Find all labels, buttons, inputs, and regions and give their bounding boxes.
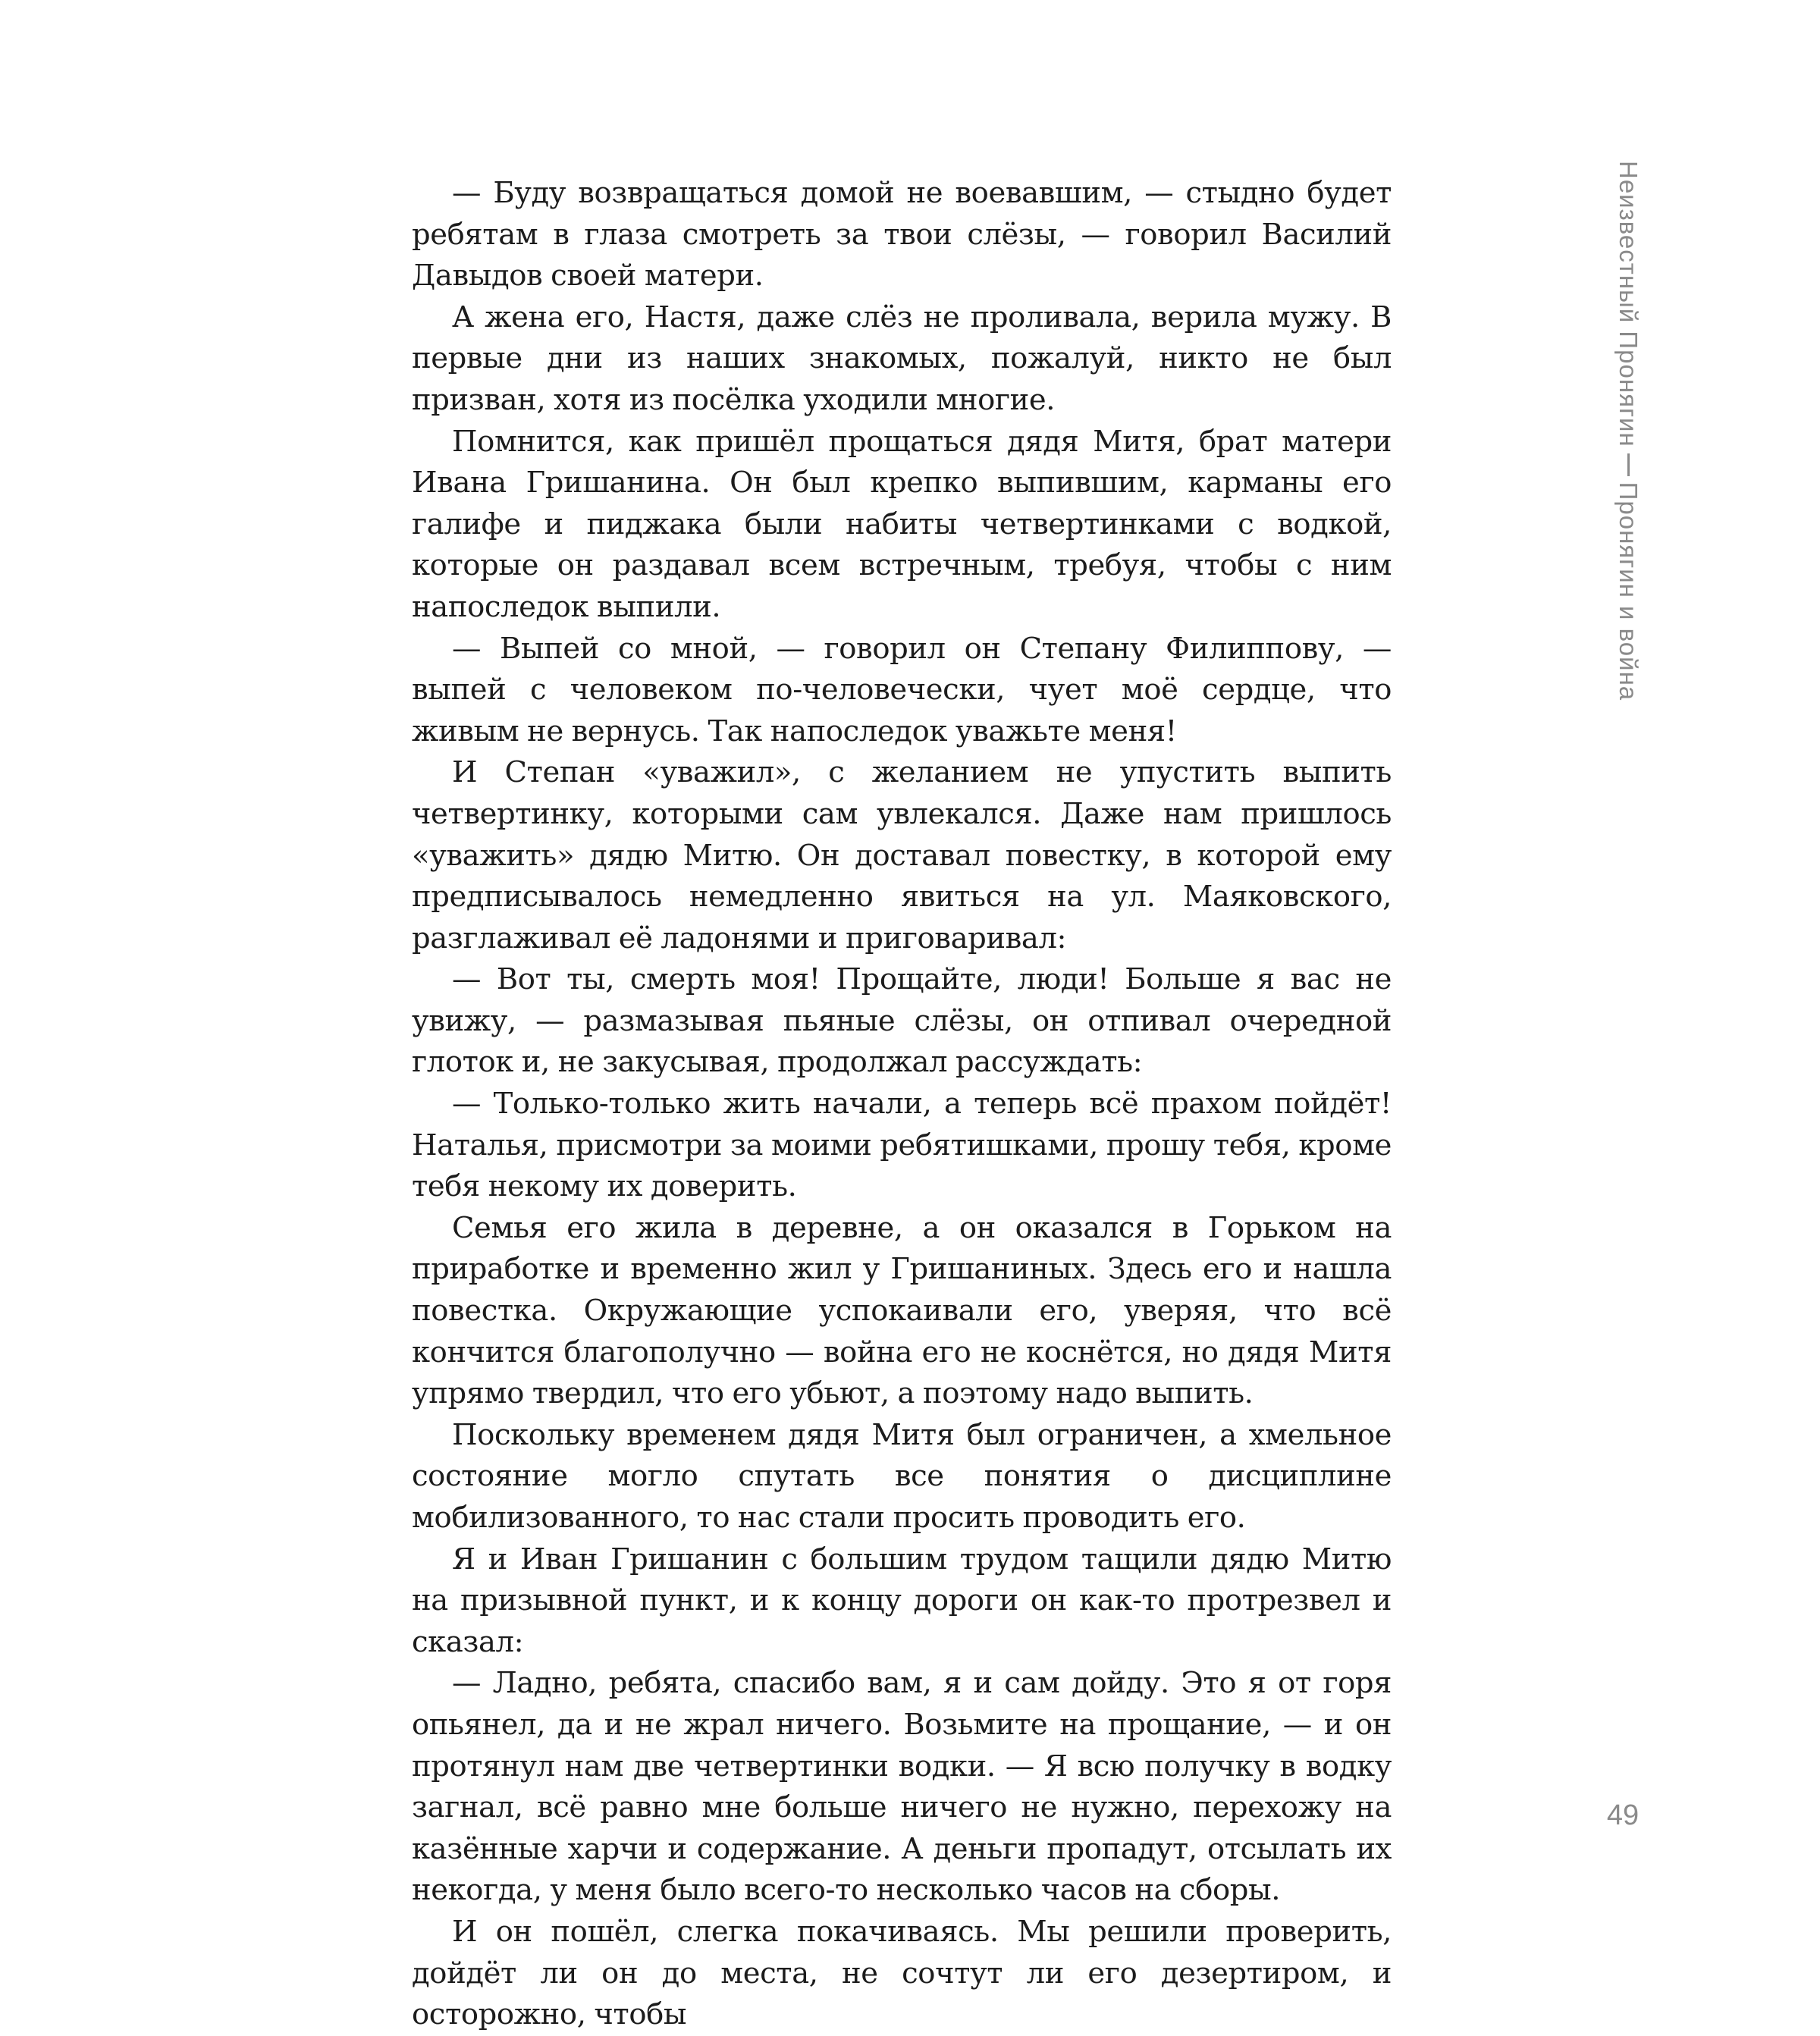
body-text <box>412 173 1392 2036</box>
paragraph-12: И он пошёл, слегка покачиваясь. Мы решили проверить, дойдёт ли он до места, не сочтут ли его дезертиром, и осторожно, чтобы <box>412 1914 1392 2032</box>
paragraph-1: — Буду возвращаться домой не воевавшим, — стыдно будет ребятам в глаза смотреть за твои слёзы, — говорил Василий Давыдов своей матери. <box>412 176 1392 293</box>
running-head <box>1613 161 1643 722</box>
paragraph-10: Я и Иван Гришанин с большим трудом тащили дядю Митю на призывной пункт, и к концу дороги он как-то протрезвел и сказал: <box>412 1542 1392 1659</box>
paragraph-6: — Вот ты, смерть моя! Прощайте, люди! Больше я вас не увижу, — размазывая пьяные слёзы, он отпивал очередной глоток и, не закусывая, продолжал рассуждать: <box>412 962 1392 1080</box>
paragraph-5: И Степан «уважил», с желанием не упустить выпить четвертинку, которыми сам увлекался. Даже нам пришлось «уважить» дядю Митю. Он доставал повестку, в которой ему предписывалось немедленно явиться на ул. Маяковского, разглаживал её ладонями и приговаривал: <box>412 755 1392 955</box>
running-head-book-title: Неизвестный Пронягин <box>1614 161 1643 447</box>
page-number: 49 <box>1606 1799 1640 1831</box>
paragraph-2: А жена его, Настя, даже слёз не проливала, верила мужу. В первые дни из наших знакомых, пожалуй, никто не был призван, хотя из посёлка уходили многие. <box>412 300 1392 417</box>
running-head-divider <box>1627 453 1630 476</box>
paragraph-7: — Только-только жить начали, а теперь всё прахом пойдёт! Наталья, присмотри за моими ребятишками, прошу тебя, кроме тебя некому их доверить. <box>412 1087 1392 1204</box>
paragraph-4: — Выпей со мной, — говорил он Степану Филиппову, — выпей с человеком по-человечески, чует моё сердце, что живым не вернусь. Так напоследок уважьте меня! <box>412 631 1392 748</box>
paragraph-8: Семья его жила в деревне, а он оказался в Горьком на приработке и временно жил у Гришаниных. Здесь его и нашла повестка. Окружающие успокаивали его, уверяя, что всё кончится благополучно — война его не коснётся, но дядя Митя упрямо твердил, что его убьют, а поэтому надо выпить. <box>412 1210 1392 1411</box>
running-head-chapter-title: Пронягин и война <box>1614 482 1643 701</box>
paragraph-3: Помнится, как пришёл прощаться дядя Митя, брат матери Ивана Гришанина. Он был крепко выпившим, карманы его галифе и пиджака были набиты четвертинками с водкой, которые он раздавал всем встречным, требуя, чтобы с ним напоследок выпили. <box>412 424 1392 624</box>
paragraph-11: — Ладно, ребята, спасибо вам, я и сам дойду. Это я от горя опьянел, да и не жрал ничего. Возьмите на прощание, — и он протянул нам две четвертинки водки. — Я всю получку в водку загнал, всё равно мне больше ничего не нужно, перехожу на казённые харчи и содержание. А деньги пропадут, отсылать их некогда, у меня было всего-то несколько часов на сборы. <box>412 1666 1392 1908</box>
paragraph-9: Поскольку временем дядя Митя был ограничен, а хмельное состояние могло спутать все понятия о дисциплине мобилизованного, то нас стали просить проводить его. <box>412 1417 1392 1535</box>
